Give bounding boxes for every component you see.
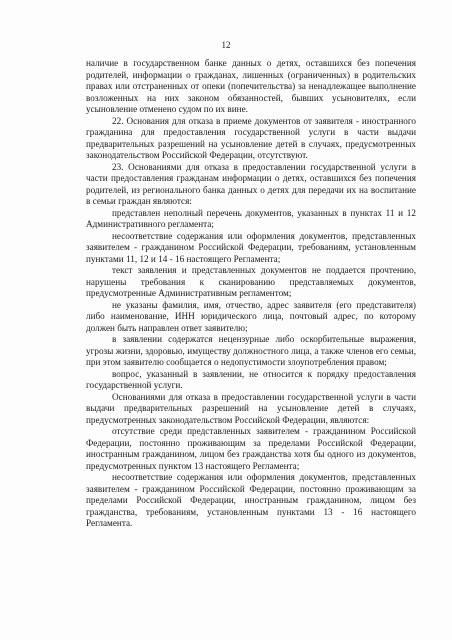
paragraph: несоответствие содержания или оформления документов, представленных заявителем - гражданином Российской Федерации, требованиям, установленным пунктами 11, 12 и 14 - 16 настоящего Регламента;: [86, 230, 416, 264]
paragraph: текст заявления и представленных документов не поддается прочтению, нарушены требования к сканированию представляемых документов, предусмотренные Административным регламентом;: [86, 265, 416, 298]
paragraph: представлен неполный перечень документов, указанных в пунктах 11 и 12 Административного регламента;: [86, 207, 416, 229]
paragraph: 22. Основания для отказа в приеме документов от заявителя - иностранного гражданина для предоставления государственной услуги в части выдачи предварительных разрешений на усыновление детей в случаях, предусмотренных законодательством Российской Федерации, отсутствуют.: [86, 115, 416, 160]
paragraph: вопрос, указанный в заявлении, не относится к порядку предоставления государственной услуги.: [86, 368, 416, 390]
paragraph: в заявлении содержатся нецензурные либо оскорбительные выражения, угрозы жизни, здоровью, имуществу должностного лица, а также членов его семьи, при этом заявителю сообщается о недопустимости злоупотребления правом;: [86, 334, 416, 367]
paragraph: наличие в государственном банке данных о детях, оставшихся без попечения родителей, информации о гражданах, лишенных (ограниченных) в родительских правах или отстраненных от опеки (попечительства) за ненадлежащее выполнение возложенных на них законом обязанностей, бывших усыновителях, если усыновление отменено судом по их вине.: [86, 58, 416, 114]
paragraph: Основаниями для отказа в предоставлении государственной услуги в части выдачи предварительных разрешений на усыновление детей в случаях, предусмотренных законодательством Российской Федерации, являются:: [86, 391, 416, 425]
page-number: 12: [221, 40, 231, 50]
document-body: [86, 58, 416, 530]
paragraph: отсутствие среди представленных заявителем - гражданином Российской Федерации, постоянно проживающим за пределами Российской Федерации, иностранным гражданином, лицом без гражданства хотя бы одного из документов, предусмотренных пунктом 13 настоящего Регламента;: [86, 426, 416, 471]
paragraph: несоответствие содержания или оформления документов, представленных заявителем - гражданином Российской Федерации, постоянно проживающим за пределами Российской Федерации, иностранным гражданином, лицом без гражданства, требованиям, установленным пунктами 13 - 16 настоящего Регламента.: [86, 472, 416, 528]
paragraph: 23. Основаниями для отказа в предоставлении государственной услуги в части предоставления гражданам информации о детях, оставшихся без попечения родителей, из регионального банка данных о детях для передачи их на воспитание в семьи граждан являются:: [86, 161, 416, 206]
paragraph: не указаны фамилия, имя, отчество, адрес заявителя (его представителя) либо наименование, ИНН юридического лица, почтовый адрес, по которому должен быть направлен ответ заявителю;: [86, 299, 416, 333]
